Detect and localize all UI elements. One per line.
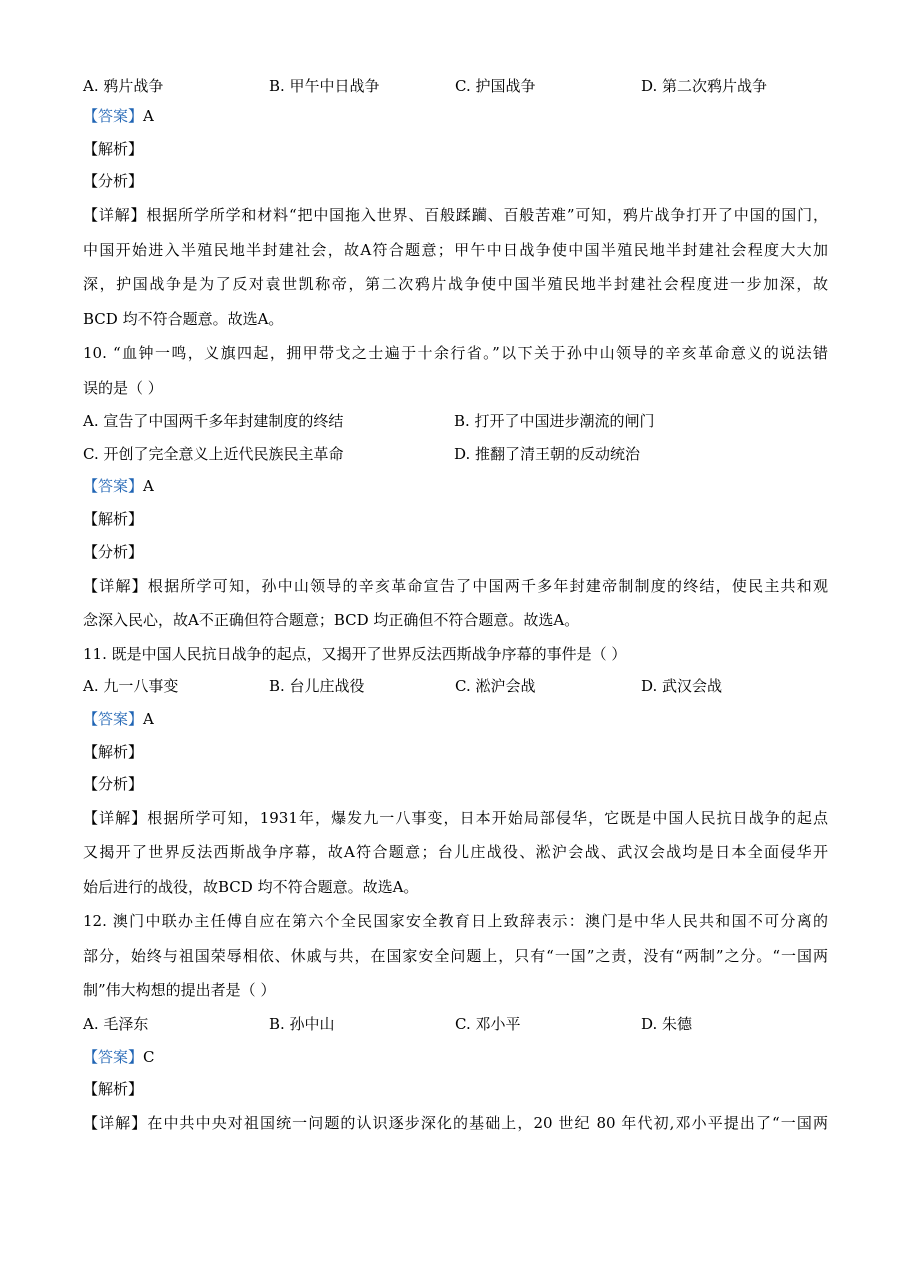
q12-option-b: B. 孙中山 xyxy=(269,1014,335,1033)
q11-analysis-tag: 【解析】 xyxy=(83,742,144,761)
q9-analysis-tag: 【解析】 xyxy=(83,139,144,158)
q11-option-a: A. 九一八事变 xyxy=(83,677,179,696)
q10-fenxi-line xyxy=(83,536,828,569)
q9-answer-line xyxy=(83,100,828,133)
q10-option-a: A. 宣告了中国两千多年封建制度的终结 xyxy=(83,412,344,431)
q9-answer-tag: 【答案】 xyxy=(83,107,144,125)
q9-answer: A xyxy=(143,107,154,125)
q10-answer-line xyxy=(83,470,828,503)
q12-answer: C xyxy=(143,1047,155,1066)
q12-stem-line-3: 制”伟大构想的提出者是（ ） xyxy=(83,981,276,1000)
q12-stem-line-1: 12. 澳门中联办主任傅自应在第六个全民国家安全教育日上致辞表示：澳门是中华人民共和国不可分离的 xyxy=(83,912,828,931)
q11-stem: 11. 既是中国人民抗日战争的起点，又揭开了世界反法西斯战争序幕的事件是（ ） xyxy=(83,644,627,663)
q10-option-c: C. 开创了完全意义上近代民族民主革命 xyxy=(83,444,344,463)
q10-fenxi-tag: 【分析】 xyxy=(83,542,144,561)
q12-option-a: A. 毛泽东 xyxy=(83,1014,149,1033)
q9-detail-tag: 【详解】 xyxy=(83,206,147,225)
q9-fenxi-tag: 【分析】 xyxy=(83,172,144,191)
q10-answer-tag: 【答案】 xyxy=(83,477,144,496)
q11-answer-line xyxy=(83,703,828,736)
q10-answer: A xyxy=(143,477,154,496)
q12-stem xyxy=(83,904,828,1008)
q10-detail-line-2: 念深入民心，故A不正确但符合题意；BCD 均正确但不符合题意。故选A。 xyxy=(83,611,580,629)
q12-detail-tag: 【详解】 xyxy=(83,1114,148,1132)
q11-detail-line-1 xyxy=(83,801,828,836)
q10-analysis-tag: 【解析】 xyxy=(83,510,144,529)
q10-stem-line-2: 误的是（ ） xyxy=(83,378,163,397)
q12-analysis-line xyxy=(83,1073,828,1106)
q11-detail-tag: 【详解】 xyxy=(83,808,148,827)
q12-option-d: D. 朱德 xyxy=(641,1014,693,1033)
exam-page xyxy=(83,72,828,1141)
q9-option-c: C. 护国战争 xyxy=(455,77,536,95)
q12-detail xyxy=(83,1106,828,1141)
q11-analysis-line xyxy=(83,736,828,769)
q11-answer: A xyxy=(143,709,154,728)
q9-option-a: A. 鸦片战争 xyxy=(83,77,164,95)
q10-option-d: D. 推翻了清王朝的反动统治 xyxy=(454,444,641,463)
q11-fenxi-line xyxy=(83,768,828,801)
q9-detail-text-1: 根据所学所学和材料“把中国拖入世界、百般蹂躏、百般苦难”可知，鸦片战争打开了中国的国门， xyxy=(146,206,828,225)
q10-option-b: B. 打开了中国进步潮流的闸门 xyxy=(454,412,655,431)
q12-options xyxy=(83,1008,828,1041)
q9-options xyxy=(83,72,828,100)
q11-option-b: B. 台儿庄战役 xyxy=(269,677,365,696)
q9-detail xyxy=(83,198,828,336)
q10-detail-tag: 【详解】 xyxy=(83,576,148,595)
q11-options xyxy=(83,670,828,703)
q9-detail-line-1 xyxy=(83,198,828,233)
q12-option-c: C. 邓小平 xyxy=(455,1014,521,1033)
q12-detail-text-1: 在中共中央对祖国统一问题的认识逐步深化的基础上，20 世纪 80 年代初,邓小平提出了“一国两 xyxy=(147,1114,828,1132)
q12-answer-tag: 【答案】 xyxy=(83,1047,144,1066)
q12-analysis-tag: 【解析】 xyxy=(83,1080,144,1099)
q10-detail-text-1: 根据所学可知，孙中山领导的辛亥革命宣告了中国两千多年封建帝制制度的终结，使民主共和观 xyxy=(147,576,828,595)
q10-analysis-line xyxy=(83,503,828,536)
q11-detail-line-2: 又揭开了世界反法西斯战争序幕，故A符合题意；台儿庄战役、淞沪会战、武汉会战均是日本全面侵华开 xyxy=(83,843,828,862)
q12-detail-line-1 xyxy=(83,1106,828,1141)
q9-detail-line-3: 深，护国战争是为了反对袁世凯称帝，第二次鸦片战争使中国半殖民地半封建社会程度进一步加深，故 xyxy=(83,275,828,294)
q11-answer-tag: 【答案】 xyxy=(83,709,144,728)
q9-detail-line-4: BCD 均不符合题意。故选A。 xyxy=(83,309,284,328)
q10-stem xyxy=(83,336,828,405)
q9-option-d: D. 第二次鸦片战争 xyxy=(641,77,768,95)
q12-answer-line xyxy=(83,1041,828,1074)
q10-detail xyxy=(83,569,828,638)
q10-detail-line-1 xyxy=(83,569,828,604)
q9-option-b: B. 甲午中日战争 xyxy=(269,77,380,95)
q11-option-c: C. 淞沪会战 xyxy=(455,677,536,696)
q9-detail-line-2: 中国开始进入半殖民地半封建社会，故A符合题意；甲午中日战争使中国半殖民地半封建社会程度大大加 xyxy=(83,240,828,259)
q11-fenxi-tag: 【分析】 xyxy=(83,775,144,794)
q12-stem-line-2: 部分，始终与祖国荣辱相依、休戚与共，在国家安全问题上，只有“一国”之责，没有“两制”之分。“一国两 xyxy=(83,946,828,965)
q9-analysis-line xyxy=(83,133,828,166)
q11-option-d: D. 武汉会战 xyxy=(641,677,723,696)
q10-options-row-1 xyxy=(83,405,828,438)
q10-stem-line-1: 10. “血钟一鸣，义旗四起，拥甲带戈之士遍于十余行省。”以下关于孙中山领导的辛亥革命意义的说法错 xyxy=(83,344,828,363)
q10-options-row-2 xyxy=(83,438,828,471)
q11-detail xyxy=(83,801,828,905)
q9-fenxi-line xyxy=(83,165,828,198)
q11-detail-line-3: 始后进行的战役，故BCD 均不符合题意。故选A。 xyxy=(83,877,419,896)
q11-detail-text-1: 根据所学可知，1931年，爆发九一八事变，日本开始局部侵华，它既是中国人民抗日战争的起点 xyxy=(147,808,828,827)
